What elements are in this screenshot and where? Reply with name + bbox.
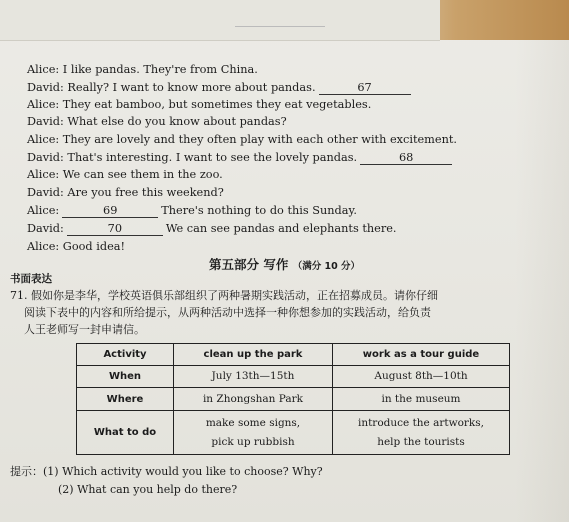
table-row <box>77 388 510 411</box>
table-cell: introduce the artworks, help the tourists <box>333 411 510 455</box>
table-header-cell: work as a tour guide <box>333 344 510 366</box>
table-cell: make some signs, pick up rubbish <box>174 411 333 455</box>
answer-blank[interactable]: 67 <box>319 81 411 95</box>
table-row-label: When <box>77 366 174 388</box>
dialogue-text: Alice: They eat bamboo, but sometimes they eat vegetables. <box>27 98 372 111</box>
table-cell: July 13th—15th <box>174 366 333 388</box>
table-cell: in the museum <box>333 388 510 411</box>
dialogue-line <box>27 63 258 77</box>
dialogue-line <box>27 204 357 218</box>
table-row <box>77 366 510 388</box>
dialogue-text: David: What else do you know about pandas? <box>27 115 287 128</box>
table-cell: in Zhongshan Park <box>174 388 333 411</box>
dialogue-text: We can see pandas and elephants there. <box>165 222 397 235</box>
dialogue-line <box>27 115 287 129</box>
speaker-label: David: <box>27 222 64 235</box>
dialogue-text: David: Really? I want to know more about pandas. <box>27 81 316 94</box>
dialogue-line <box>27 81 414 95</box>
table-header-row <box>77 344 510 366</box>
answer-blank[interactable]: 70 <box>67 222 163 236</box>
table-header-cell: clean up the park <box>174 344 333 366</box>
dialogue-line <box>27 222 397 236</box>
writing-subtitle: 书面表达 <box>10 273 52 285</box>
table-header-cell: Activity <box>77 344 174 366</box>
tip-line-2: (2) What can you help do there? <box>58 483 238 496</box>
dialogue-text: David: Are you free this weekend? <box>27 186 224 199</box>
question-line-3: 人王老师写一封申请信。 <box>24 323 145 336</box>
answer-blank[interactable]: 69 <box>62 204 158 218</box>
dialogue-text: There's nothing to do this Sunday. <box>161 204 357 217</box>
dialogue-line <box>27 168 223 182</box>
dialogue-text: Alice: They are lovely and they often play with each other with excitement. <box>27 133 457 146</box>
dialogue-text: Alice: We can see them in the zoo. <box>27 168 223 181</box>
table-row-label: What to do <box>77 411 174 455</box>
answer-blank[interactable]: 68 <box>360 151 452 165</box>
dialogue-text: Alice: I like pandas. They're from China. <box>27 63 258 76</box>
dialogue-line <box>27 151 455 165</box>
dialogue-line <box>27 186 224 200</box>
question-line-2: 阅读下表中的内容和所给提示，从两种活动中选择一种你想参加的实践活动，给负责 <box>24 306 431 319</box>
dialogue-line <box>27 98 371 112</box>
section-title: 第五部分 写作 <box>208 257 289 272</box>
sheet-fold-line <box>235 26 325 33</box>
page-shadow <box>515 40 569 522</box>
table-row-label: Where <box>77 388 174 411</box>
table-row <box>77 411 510 455</box>
upper-sheet <box>0 0 440 41</box>
section-heading <box>0 255 569 273</box>
speaker-label: Alice: <box>27 204 60 217</box>
section-score: （满分 10 分） <box>292 261 361 272</box>
tip-line-1: 提示：(1) Which activity would you like to choose? Why? <box>10 465 323 478</box>
activity-table <box>76 343 510 455</box>
dialogue-line <box>27 240 125 254</box>
dialogue-line <box>27 133 457 147</box>
top-edge <box>0 0 569 40</box>
dialogue-text: David: That's interesting. I want to see the lovely pandas. <box>27 151 358 164</box>
question-line-1: 71. 假如你是李华，学校英语俱乐部组织了两种暑期实践活动，正在招募成员。请你仔细 <box>10 289 438 302</box>
table-cell: August 8th—10th <box>333 366 510 388</box>
dialogue-text: Alice: Good idea! <box>27 240 126 253</box>
